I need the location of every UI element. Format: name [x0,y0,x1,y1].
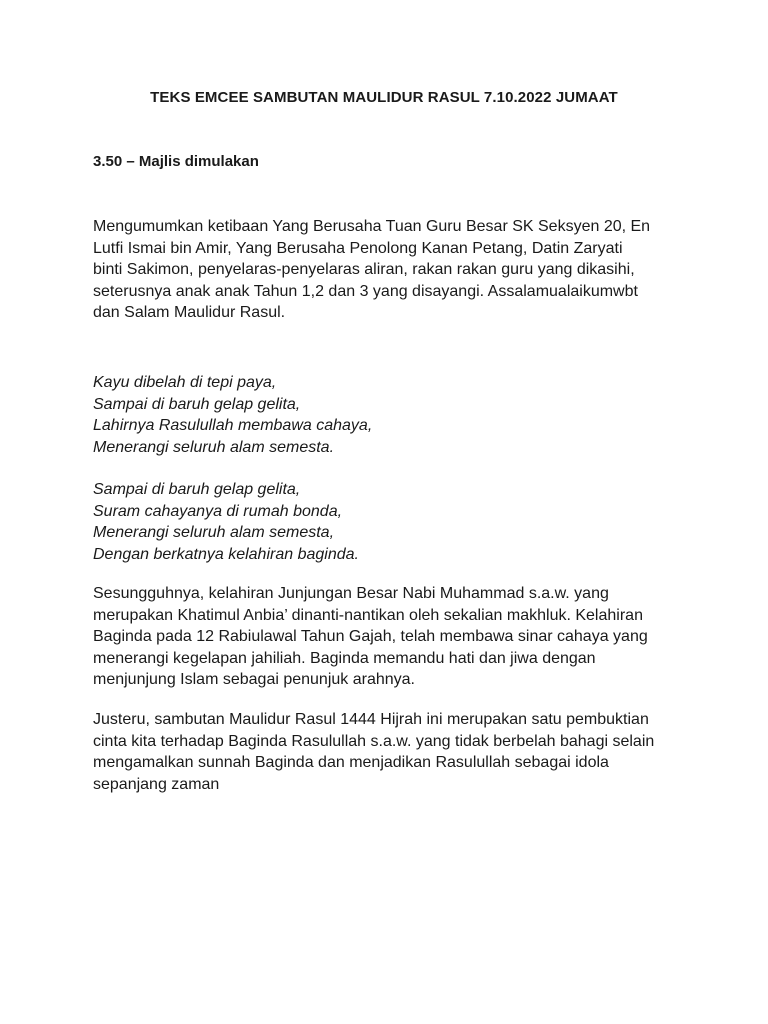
pantun-line: Menerangi seluruh alam semesta. [93,438,335,456]
paragraph-line: mengamalkan sunnah Baginda dan menjadikan Rasulullah sebagai idola [93,754,609,771]
paragraph-line: binti Sakimon, penyelaras-penyelaras aliran, rakan rakan guru yang dikasihi, [93,261,635,278]
paragraph-line: Sesungguhnya, kelahiran Junjungan Besar Nabi Muhammad s.a.w. yang [93,585,609,602]
paragraph-line: cinta kita terhadap Baginda Rasulullah s.a.w. yang tidak berbelah bahagi selain [93,732,655,750]
paragraph-line: Justeru, sambutan Maulidur Rasul 1444 Hijrah ini merupakan satu pembuktian [93,711,649,728]
paragraph-line: Baginda pada 12 Rabiulawal Tahun Gajah, telah membawa sinar cahaya yang [93,628,648,645]
pantun-line: Sampai di baruh gelap gelita, [93,481,301,498]
paragraph-line: Lutfi Ismai bin Amir, Yang Berusaha Penolong Kanan Petang, Datin Zaryati [93,239,623,257]
pantun-line: Kayu dibelah di tepi paya, [93,374,277,391]
pantun-line: Dengan berkatnya kelahiran baginda. [93,545,359,563]
pantun-line: Menerangi seluruh alam semesta, [93,524,335,541]
document-title: TEKS EMCEE SAMBUTAN MAULIDUR RASUL 7.10.2022 JUMAAT [150,89,618,106]
section-heading: 3.50 – Majlis dimulakan [93,153,259,170]
paragraph-line: Mengumumkan ketibaan Yang Berusaha Tuan Guru Besar SK Seksyen 20, En [93,218,651,235]
paragraph-birth [93,583,683,691]
paragraph-line: menjunjung Islam sebagai penunjuk arahnya. [93,671,415,688]
paragraph-celebration [93,709,683,795]
pantun-line: Sampai di baruh gelap gelita, [93,395,301,413]
paragraph-line: dan Salam Maulidur Rasul. [93,304,286,321]
paragraph-line: sepanjang zaman [93,775,220,793]
pantun-line: Suram cahayanya di rumah bonda, [93,502,343,520]
pantun-line: Lahirnya Rasulullah membawa cahaya, [93,417,373,434]
pantun-stanza-2 [93,479,359,565]
pantun-stanza-1 [93,372,372,458]
paragraph-line: seterusnya anak anak Tahun 1,2 dan 3 yang disayangi. Assalamualaikumwbt [93,282,638,300]
paragraph-line: merupakan Khatimul Anbia’ dinanti-nantikan oleh sekalian makhluk. Kelahiran [93,606,643,624]
paragraph-announcement [93,216,683,324]
paragraph-line: menerangi kegelapan jahiliah. Baginda memandu hati dan jiwa dengan [93,649,596,667]
